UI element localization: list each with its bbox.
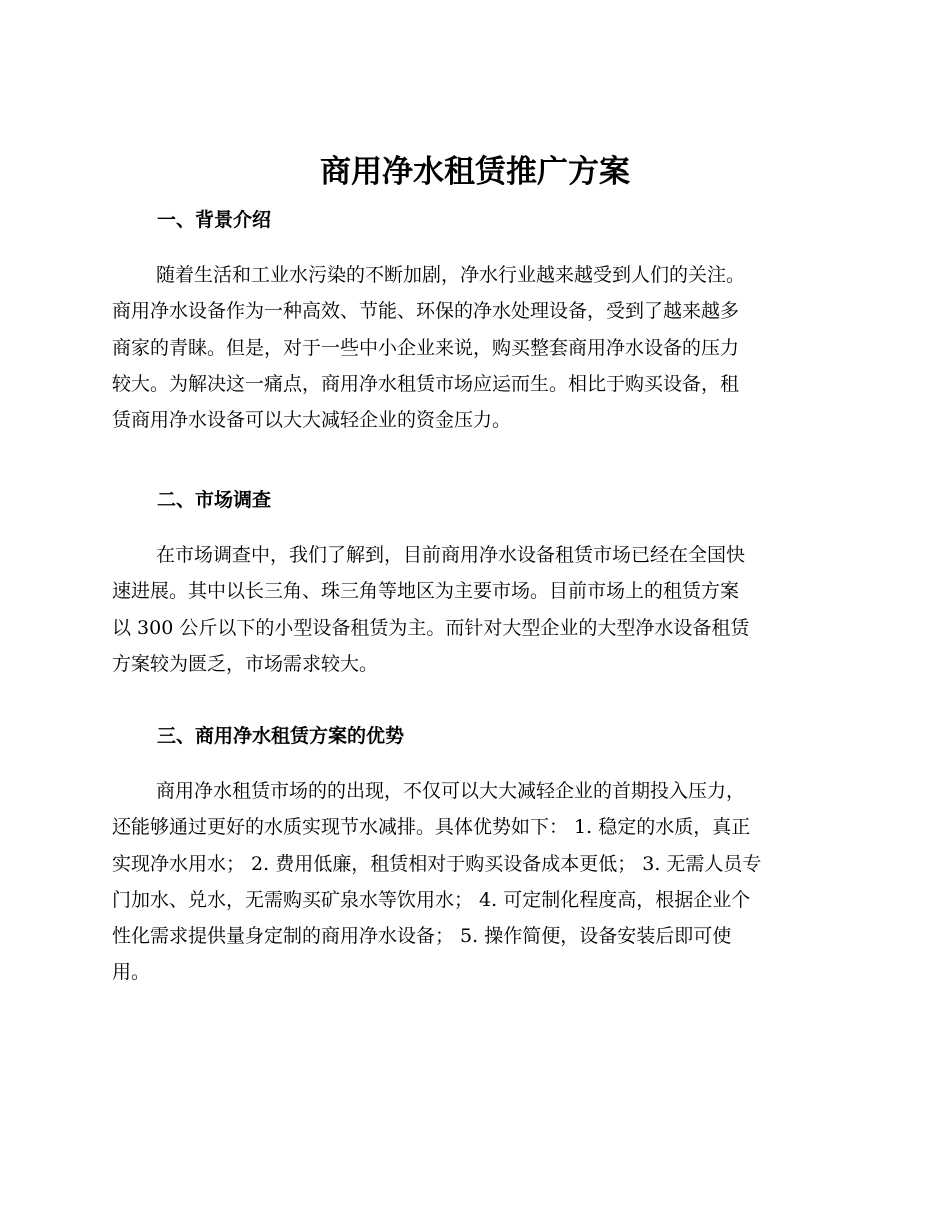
paragraph-line: 以 300 公斤以下的小型设备租赁为主。而针对大型企业的大型净水设备租赁: [112, 616, 750, 639]
section-heading-advantages: 三、商用净水租赁方案的优势: [157, 725, 405, 747]
paragraph-line: 随着生活和工业水污染的不断加剧，净水行业越来越受到人们的关注。: [156, 264, 746, 286]
paragraph-line: 商家的青睐。但是，对于一些中小企业来说，购买整套商用净水设备的压力: [112, 336, 740, 359]
section-paragraph-background: [112, 257, 842, 438]
paragraph-line: 用。: [112, 961, 151, 984]
paragraph-line: 实现净水用水； 2. 费用低廉，租赁相对于购买设备成本更低； 3. 无需人员专: [112, 852, 762, 875]
paragraph-line: 较大。为解决这一痛点，商用净水租赁市场应运而生。相比于购买设备，租: [112, 372, 740, 395]
paragraph-line: 性化需求提供量身定制的商用净水设备； 5. 操作简便，设备安装后即可使: [112, 925, 732, 948]
paragraph-line: 方案较为匮乏，市场需求较大。: [112, 652, 379, 675]
paragraph-line: 还能够通过更好的水质实现节水减排。具体优势如下： 1. 稳定的水质，真正: [112, 816, 751, 839]
paragraph-line: 在市场调查中，我们了解到，目前商用净水设备租赁市场已经在全国快: [156, 544, 746, 566]
section-heading-background: 一、背景介绍: [157, 209, 272, 231]
paragraph-line: 速进展。其中以长三角、珠三角等地区为主要市场。目前市场上的租赁方案: [112, 580, 740, 603]
section-paragraph-market-research: [112, 537, 842, 682]
paragraph-line: 赁商用净水设备可以大大减轻企业的资金压力。: [112, 409, 512, 432]
paragraph-line: 商用净水租赁市场的的出现，不仅可以大大减轻企业的首期投入压力，: [156, 780, 746, 802]
section-paragraph-advantages: [112, 773, 842, 991]
paragraph-line: 门加水、兑水，无需购买矿泉水等饮用水； 4. 可定制化程度高，根据企业个: [112, 888, 751, 911]
paragraph-line: 商用净水设备作为一种高效、节能、环保的净水处理设备，受到了越来越多: [112, 300, 740, 323]
document-title: 商用净水租赁推广方案: [320, 154, 630, 190]
section-heading-market-research: 二、市场调查: [157, 489, 272, 511]
